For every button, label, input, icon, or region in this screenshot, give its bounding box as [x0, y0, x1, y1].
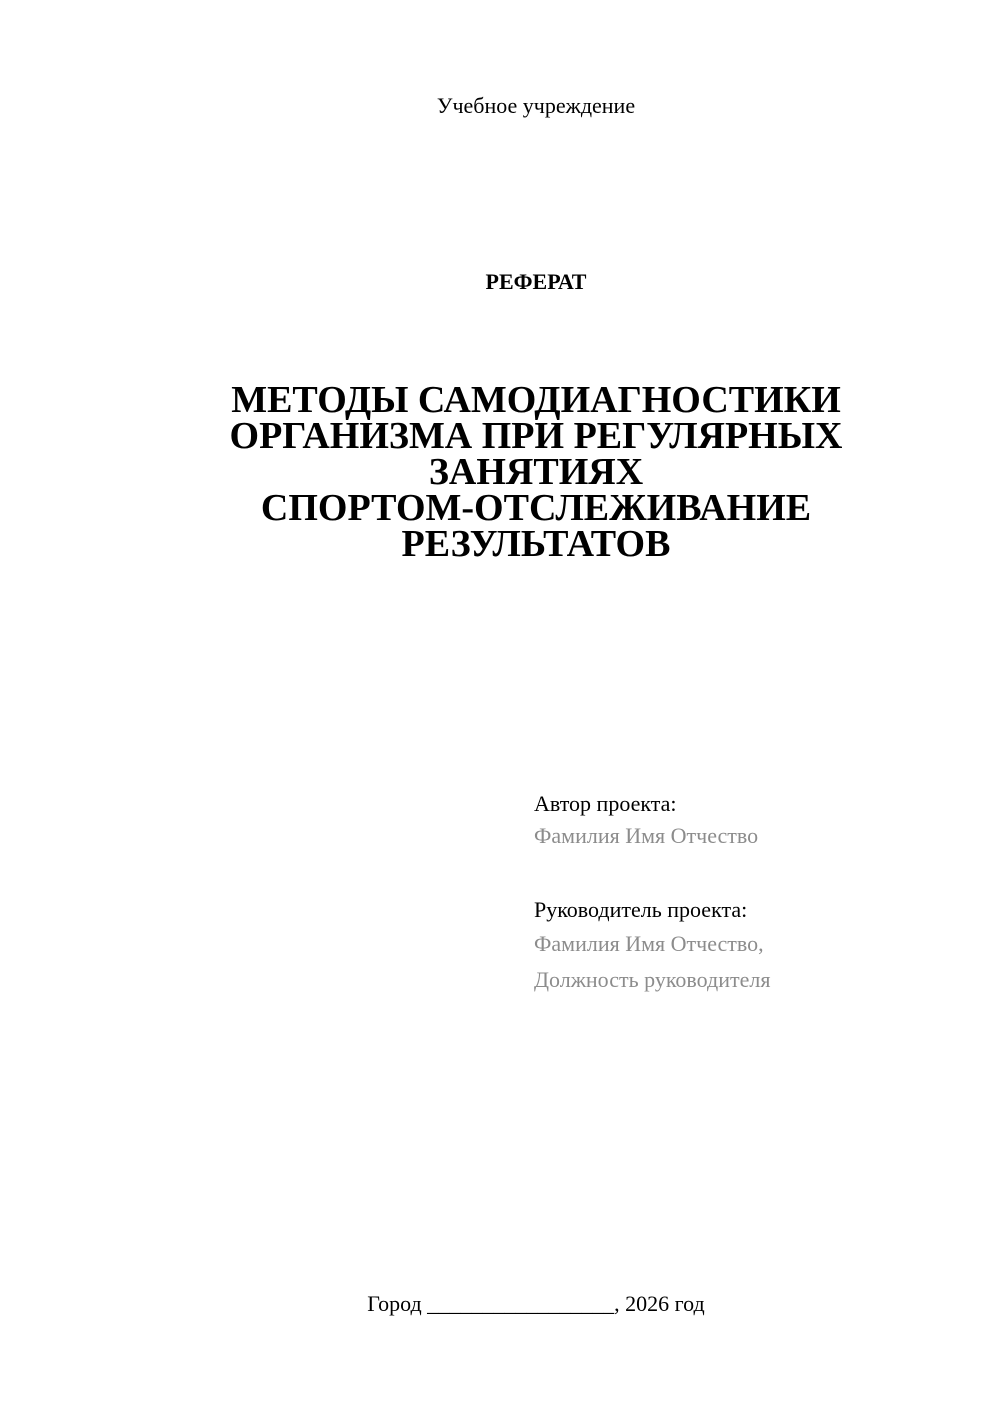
- supervisor-block: [534, 896, 770, 1002]
- document-type: РЕФЕРАТ: [485, 269, 587, 294]
- document-title: [0, 379, 1000, 565]
- title-line: РЕЗУЛЬТАТОВ: [401, 523, 671, 565]
- title-line: ОРГАНИЗМА ПРИ РЕГУЛЯРНЫХ: [229, 415, 843, 457]
- title-line: ЗАНЯТИЯХ: [428, 451, 644, 493]
- institution-name: Учебное учреждение: [436, 93, 636, 118]
- city-year-line: Город _________________, 2026 год: [367, 1291, 705, 1316]
- title-line: СПОРТОМ-ОТСЛЕЖИВАНИЕ: [260, 487, 812, 529]
- author-block: [534, 790, 758, 850]
- supervisor-position: Должность руководителя: [534, 967, 771, 992]
- author-label: Автор проекта:: [534, 791, 677, 816]
- title-line: МЕТОДЫ САМОДИАГНОСТИКИ: [231, 379, 841, 421]
- supervisor-name: Фамилия Имя Отчество,: [534, 931, 764, 956]
- supervisor-label: Руководитель проекта:: [534, 897, 748, 922]
- author-name: Фамилия Имя Отчество: [534, 823, 759, 848]
